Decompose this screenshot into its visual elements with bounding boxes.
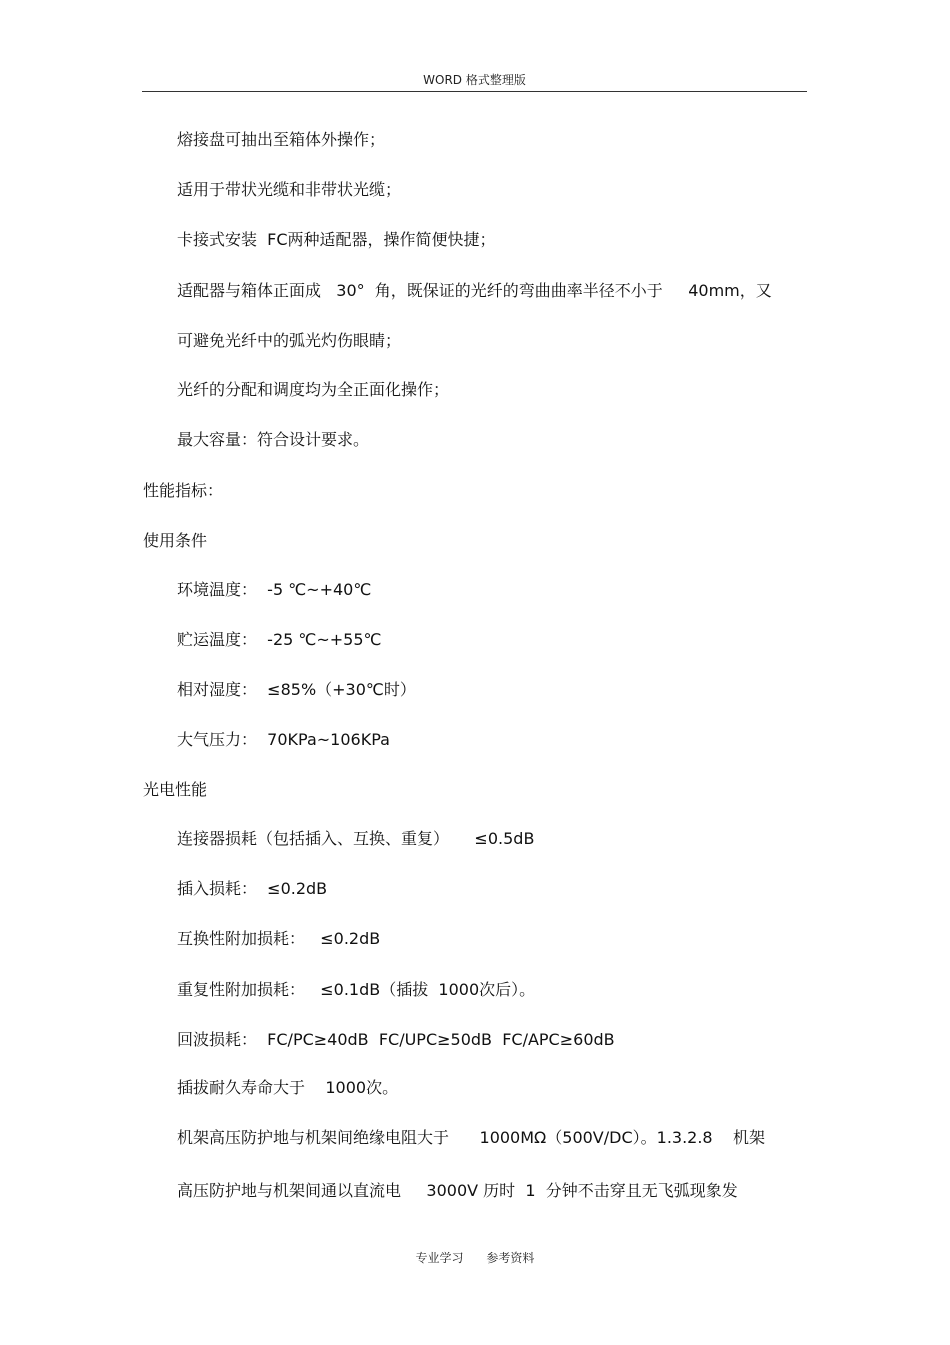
text-line: 回波损耗： FC/PC≥40dB FC/UPC≥50dB FC/APC≥60dB <box>177 1030 615 1049</box>
text-line: 插拔耐久寿命大于 1000次。 <box>177 1078 399 1097</box>
text-line: 贮运温度： -25 ℃~+55℃ <box>177 630 382 649</box>
section-heading: 使用条件 <box>143 531 208 550</box>
text-line: 重复性附加损耗： ≤0.1dB（插拔 1000次后）。 <box>177 980 536 999</box>
text-line: 熔接盘可抽出至箱体外操作； <box>177 130 386 149</box>
text-line: 插入损耗： ≤0.2dB <box>177 879 328 898</box>
text-line: 可避免光纤中的弧光灼伤眼睛； <box>177 331 402 350</box>
page-header <box>142 60 807 92</box>
page-footer: 专业学习 参考资料 <box>415 1251 535 1265</box>
text-line: 互换性附加损耗： ≤0.2dB <box>177 929 381 948</box>
text-line: 最大容量：符合设计要求。 <box>177 430 370 449</box>
text-line: 大气压力： 70KPa~106KPa <box>177 730 390 749</box>
text-line: 相对湿度： ≤85%（+30℃时） <box>177 680 416 699</box>
text-line: 连接器损耗（包括插入、互换、重复） ≤0.5dB <box>177 829 535 848</box>
text-line: 适用于带状光缆和非带状光缆； <box>177 180 402 199</box>
text-line: 环境温度： -5 ℃~+40℃ <box>177 580 372 599</box>
text-line: 机架高压防护地与机架间绝缘电阻大于 1000MΩ（500V/DC）。1.3.2.8 机架 <box>177 1128 765 1147</box>
section-heading: 光电性能 <box>143 780 208 799</box>
text-line: 高压防护地与机架间通以直流电 3000V 历时 1 分钟不击穿且无飞弧现象发 <box>177 1181 738 1200</box>
text-line: 卡接式安装 FC两种适配器，操作简便快捷； <box>177 230 496 249</box>
text-line: 光纤的分配和调度均为全正面化操作； <box>177 380 450 399</box>
section-heading: 性能指标： <box>143 481 224 500</box>
text-line: 适配器与箱体正面成 30° 角，既保证的光纤的弯曲曲率半径不小于 40mm，又 <box>177 281 772 300</box>
header-title: WORD 格式整理版 <box>423 73 526 87</box>
